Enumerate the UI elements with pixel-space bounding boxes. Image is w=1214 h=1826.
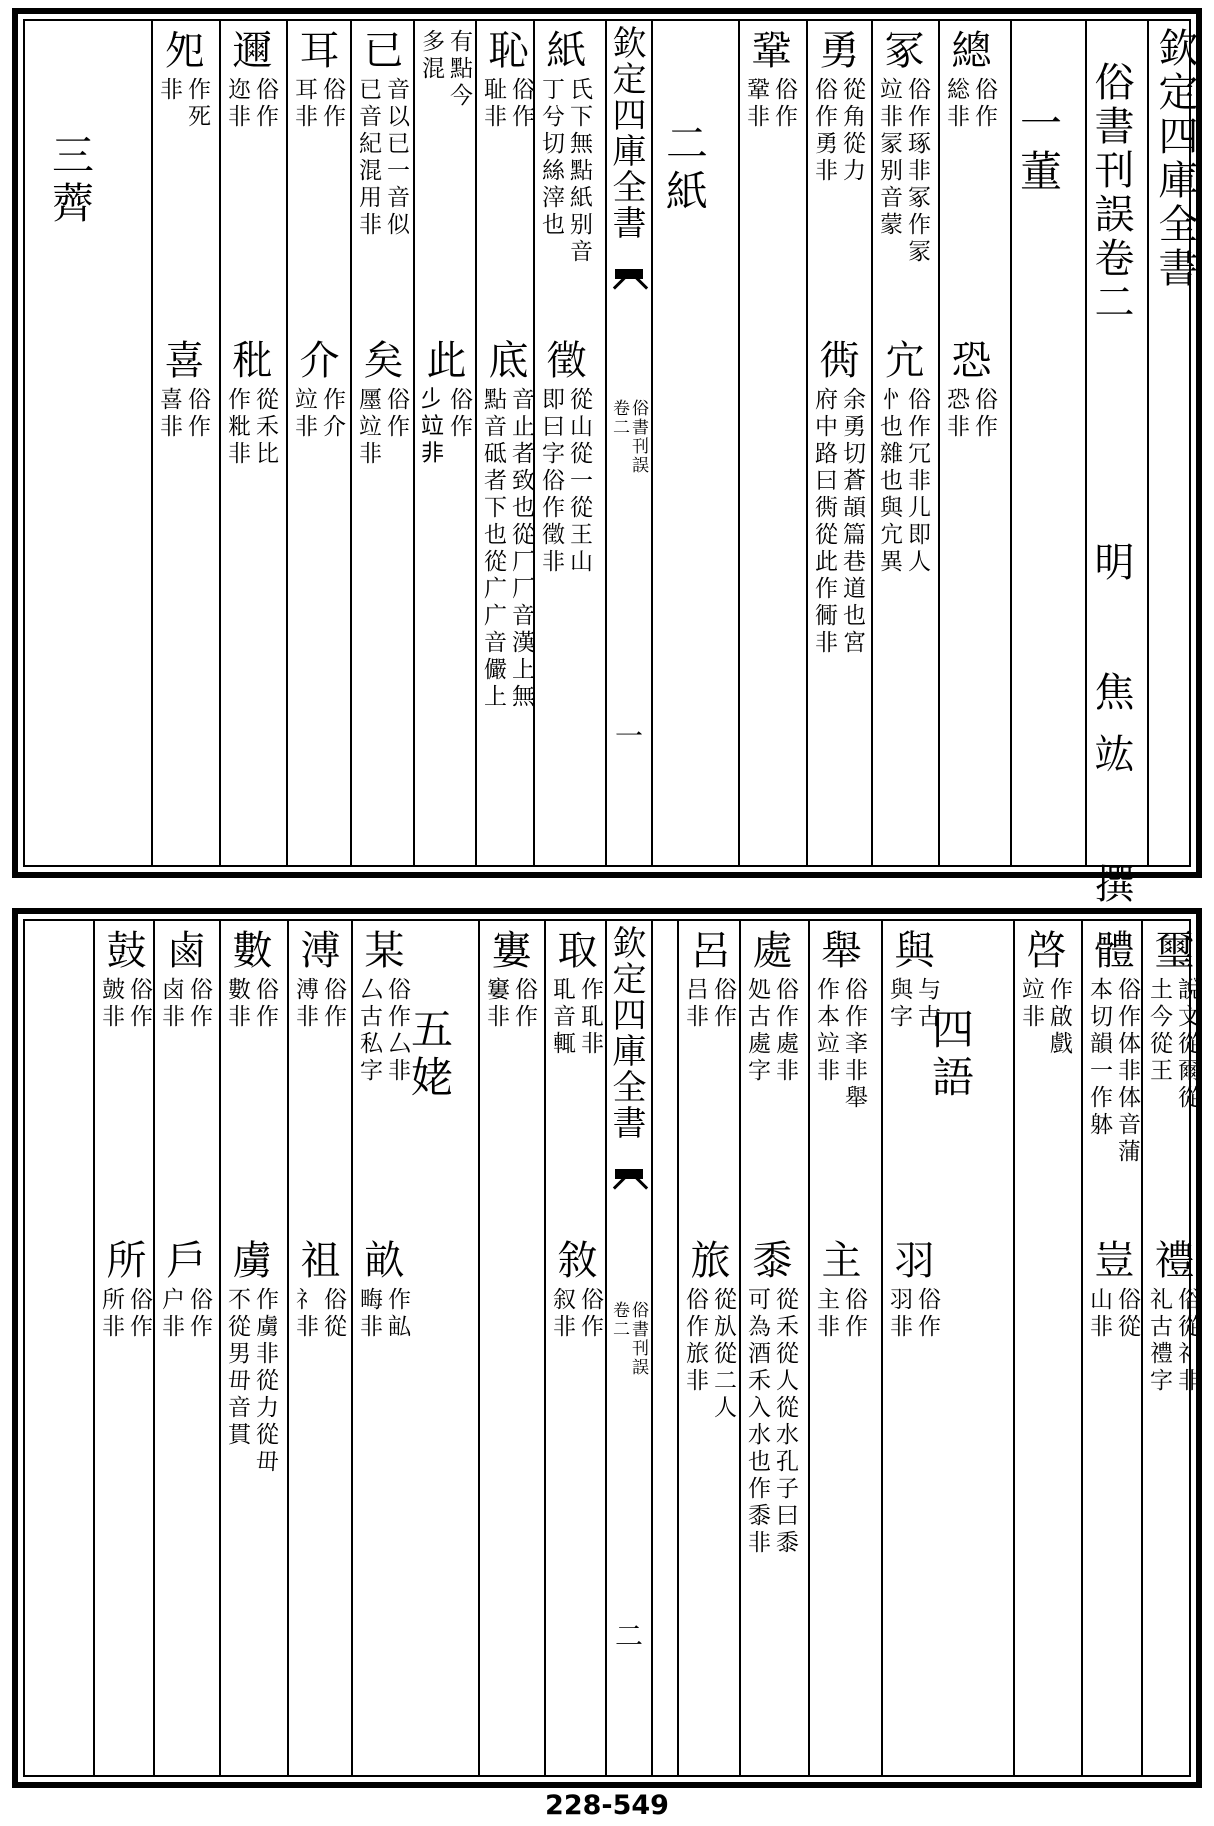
gloss-line: 余勇切蒼頡篇巷道也宮	[839, 387, 865, 657]
fold-banner: 欽定四庫全書	[606, 925, 646, 1141]
running-head: 俗書刊誤	[628, 1301, 648, 1377]
entry-column	[1083, 921, 1145, 1775]
entry-column	[288, 21, 350, 865]
entry-column	[940, 21, 1002, 865]
gloss-line: 從山從一從王山	[566, 387, 592, 576]
headword: 此	[420, 339, 466, 382]
top-leaf-columns	[25, 21, 1198, 925]
gloss-line: 作介	[319, 387, 345, 441]
headword: 徵	[540, 339, 586, 382]
page-number: 二	[611, 1621, 644, 1652]
entry-column	[810, 921, 872, 1775]
gloss-line: 恐非	[943, 387, 969, 441]
gloss-line: 從禾比	[252, 387, 278, 468]
gloss-line: 從㫃從二人	[710, 1287, 736, 1422]
entry-column	[535, 21, 597, 865]
entry-column	[221, 21, 283, 865]
gloss-line: 皷非	[98, 977, 124, 1031]
gloss-line: 迩非	[224, 77, 250, 131]
entry-column	[1143, 921, 1205, 1775]
gloss-line: 本切韻一作躰	[1086, 977, 1112, 1139]
gloss-line: 丁兮切絲滓也	[538, 77, 564, 239]
gloss-line: 俗作	[126, 1287, 152, 1341]
gloss-line: 數非	[224, 977, 250, 1031]
gloss-line: 吕非	[682, 977, 708, 1031]
headword: 介	[293, 339, 339, 382]
gloss-line: 户非	[158, 1287, 184, 1341]
gloss-line: 俗作	[126, 977, 152, 1031]
gloss-line: 可為酒禾入水也作黍非	[744, 1287, 770, 1557]
section-heading: 三薺	[46, 133, 95, 229]
headword: 豈	[1088, 1239, 1134, 1282]
headword: 虜	[226, 1239, 272, 1282]
gloss-line: 㣺也雜也與宂異	[876, 387, 902, 576]
gloss-line: 厶古私字	[356, 977, 382, 1085]
gloss-line: 俗作	[914, 1287, 940, 1341]
gloss-line: 竝非	[291, 387, 317, 441]
gloss-line: 畮非	[356, 1287, 382, 1341]
headword: 恐	[945, 339, 991, 382]
gloss-line: 鞏非	[743, 77, 769, 131]
gloss-line: 俗作	[971, 77, 997, 131]
entry-column	[95, 921, 157, 1775]
headword: 宂	[878, 339, 924, 382]
gloss-line: 俗作	[319, 77, 345, 131]
entry-column	[741, 921, 803, 1775]
juan-label: 卷二	[609, 1301, 629, 1339]
gloss-line: 從禾從人從水孔子曰黍	[772, 1287, 798, 1557]
gloss-line: 㕓竝非	[355, 387, 381, 468]
headword: 寠	[485, 929, 531, 972]
gloss-line: 氏下無點紙别音	[566, 77, 592, 266]
gloss-line: 已音紀混用非	[355, 77, 381, 239]
gloss-line: 作耴非	[577, 977, 603, 1058]
gloss-line: 与古	[914, 977, 940, 1031]
headword: 所	[100, 1239, 146, 1282]
gloss-line: 俗從礻非	[1174, 1287, 1200, 1395]
headword: 鞏	[745, 29, 791, 72]
gloss-line: 俗作處非	[772, 977, 798, 1085]
gloss-line: 俗作旅非	[682, 1287, 708, 1395]
headword: 羽	[888, 1239, 934, 1282]
entry-column	[480, 921, 542, 1775]
gloss-line: 作粃非	[224, 387, 250, 468]
gloss-line: 竝非冡别音蒙	[876, 77, 902, 239]
gloss-line: 俗作	[252, 977, 278, 1031]
gloss-line: 窶非	[483, 977, 509, 1031]
gloss-line: 俗作	[320, 977, 346, 1031]
headword: 耳	[293, 29, 339, 72]
gloss-line: 所非	[98, 1287, 124, 1341]
entry-column	[740, 21, 802, 865]
headword: 矣	[357, 339, 403, 382]
entry-column	[353, 921, 415, 1775]
headword: 處	[746, 929, 792, 972]
gloss-line: 俗作	[186, 977, 212, 1031]
gloss-line: 俗作	[971, 387, 997, 441]
headword: 啓	[1020, 929, 1066, 972]
gloss-line: 俗作冗非儿即人	[904, 387, 930, 576]
gloss-line: 土今從王	[1146, 977, 1172, 1085]
gloss-line: 叙非	[549, 1287, 575, 1341]
gloss-line: 羽非	[886, 1287, 912, 1341]
entry-column	[153, 21, 215, 865]
headword: 旅	[684, 1239, 730, 1282]
headword: 底	[482, 339, 528, 382]
headword: 溥	[294, 929, 340, 972]
author-line: 明 焦竑 撰	[1088, 541, 1134, 925]
headword: 舉	[815, 929, 861, 972]
headword: 黍	[746, 1239, 792, 1282]
headword: 祖	[294, 1239, 340, 1282]
headword: 邇	[226, 29, 272, 72]
gloss-line: 有點今	[446, 29, 472, 110]
headword: 鹵	[160, 929, 206, 972]
entry-column	[477, 21, 539, 865]
gloss-line: 耳非	[291, 77, 317, 131]
gloss-line: 俗作	[252, 77, 278, 131]
gloss-line: 俗作	[771, 77, 797, 131]
gloss-line: 礼古禮字	[1146, 1287, 1172, 1395]
top-leaf-frame	[23, 19, 1198, 925]
headword: 總	[945, 29, 991, 72]
entry-column	[808, 21, 870, 865]
gloss-line: 山非	[1086, 1287, 1112, 1341]
gloss-line: 從角從力	[839, 77, 865, 185]
gloss-line: 音以已一音似	[383, 77, 409, 239]
headword: 呂	[684, 929, 730, 972]
running-head: 俗書刊誤	[628, 399, 648, 475]
headword: 秕	[226, 339, 272, 382]
fold-column	[605, 921, 653, 1775]
gloss-line: 俗作厶非	[384, 977, 410, 1085]
fold-column	[605, 21, 653, 865]
gloss-line: 不從男毌音貫	[224, 1287, 250, 1449]
gloss-line: 作本竝非	[813, 977, 839, 1085]
entry-column	[883, 921, 945, 1775]
gloss-line: 作死	[184, 77, 210, 131]
gloss-line: 作啟戲	[1046, 977, 1072, 1058]
entry-column	[155, 921, 217, 1775]
gloss-line: 俗作	[446, 387, 472, 441]
entry-column	[873, 21, 935, 865]
book-title: 俗書刊誤卷二	[1088, 61, 1134, 325]
gloss-line: 說文從爾從	[1174, 977, 1200, 1112]
entry-column	[679, 921, 741, 1775]
bottom-leaf	[12, 908, 1202, 1788]
gloss-line: 卤非	[158, 977, 184, 1031]
bottom-leaf-columns	[25, 921, 1200, 1775]
entry-column	[1015, 921, 1077, 1775]
gloss-line: 竝非	[1018, 977, 1044, 1031]
entry-column	[221, 921, 283, 1775]
headword: 冢	[878, 29, 924, 72]
headword: 紙	[540, 29, 586, 72]
headword: 已	[357, 29, 403, 72]
headword: 體	[1088, 929, 1134, 972]
headword: 衖	[813, 339, 859, 382]
section-heading: 一董	[1014, 101, 1063, 197]
gloss-line: 俗作	[186, 1287, 212, 1341]
gloss-line: 主非	[813, 1287, 839, 1341]
headword: 畝	[358, 1239, 404, 1282]
headword: 恥	[482, 29, 528, 72]
top-leaf	[12, 8, 1202, 925]
fish-tail-mark	[615, 269, 643, 295]
headword: 與	[888, 929, 934, 972]
entry-column	[415, 21, 477, 865]
gloss-line: 與字	[886, 977, 912, 1031]
gloss-line: 俗作	[508, 77, 534, 131]
gloss-line: 礻非	[292, 1287, 318, 1341]
gloss-line: 作畆	[384, 1287, 410, 1341]
section-heading: 五姥	[405, 1007, 454, 1103]
section-heading: 四語	[926, 1007, 975, 1103]
gloss-line: 溥非	[292, 977, 318, 1031]
gloss-line: 俗作	[841, 1287, 867, 1341]
headword: 取	[551, 929, 597, 972]
page-number: 一	[611, 721, 644, 752]
gloss-line: 點音砥者下也從广广音儼上	[480, 387, 506, 711]
headword: 數	[226, 929, 272, 972]
plate-number: 228-549	[545, 1790, 669, 1821]
gloss-line: 耻非	[480, 77, 506, 131]
gloss-line: 音止者致也從厂厂音漢上無	[508, 387, 534, 711]
entry-column	[546, 921, 608, 1775]
gloss-line: 喜非	[156, 387, 182, 441]
entry-column	[352, 21, 414, 865]
fish-tail-mark	[615, 1169, 643, 1195]
gloss-line: 俗作	[383, 387, 409, 441]
gloss-line: 俗從	[320, 1287, 346, 1341]
gloss-line: 即曰字俗作徵非	[538, 387, 564, 576]
gloss-line: 非	[156, 77, 182, 104]
gloss-line: 俗作勇非	[811, 77, 837, 185]
headword: 勇	[813, 29, 859, 72]
gloss-line: 俗作	[511, 977, 537, 1031]
gloss-line: 俗作体非体音蒲	[1114, 977, 1140, 1166]
headword: 敘	[551, 1239, 597, 1282]
juan-label: 卷二	[609, 399, 629, 437]
gloss-line: 総非	[943, 77, 969, 131]
headword: 主	[815, 1239, 861, 1282]
gloss-line: 俗作	[577, 1287, 603, 1341]
entry-column	[289, 921, 351, 1775]
headword: 戶	[160, 1239, 206, 1282]
headword: 喜	[158, 339, 204, 382]
gloss-line: 府中路曰衖從此作衕非	[811, 387, 837, 657]
headword: 禮	[1148, 1239, 1194, 1282]
section-heading: 二紙	[660, 121, 709, 217]
gloss-line: 耴音輒	[549, 977, 575, 1058]
gloss-line: 作虜非從力從毌	[252, 1287, 278, 1476]
gloss-line: 俗從	[1114, 1287, 1140, 1341]
headword: 鼓	[100, 929, 146, 972]
gloss-line: 𣥂竝非	[418, 387, 444, 468]
series-title: 欽定四庫全書	[1152, 27, 1198, 291]
headword: 某	[358, 929, 404, 972]
gloss-line: 俗作	[184, 387, 210, 441]
gloss-line: 俗作琢非冢作冡	[904, 77, 930, 266]
fold-banner: 欽定四庫全書	[606, 25, 646, 241]
gloss-line: 多混	[418, 29, 444, 83]
gloss-line: 処古處字	[744, 977, 770, 1085]
headword: 夗	[158, 29, 204, 72]
gloss-line: 俗作㪯非舉	[841, 977, 867, 1112]
bottom-leaf-frame	[23, 919, 1200, 1777]
headword: 璽	[1148, 929, 1194, 972]
gloss-line: 俗作	[710, 977, 736, 1031]
